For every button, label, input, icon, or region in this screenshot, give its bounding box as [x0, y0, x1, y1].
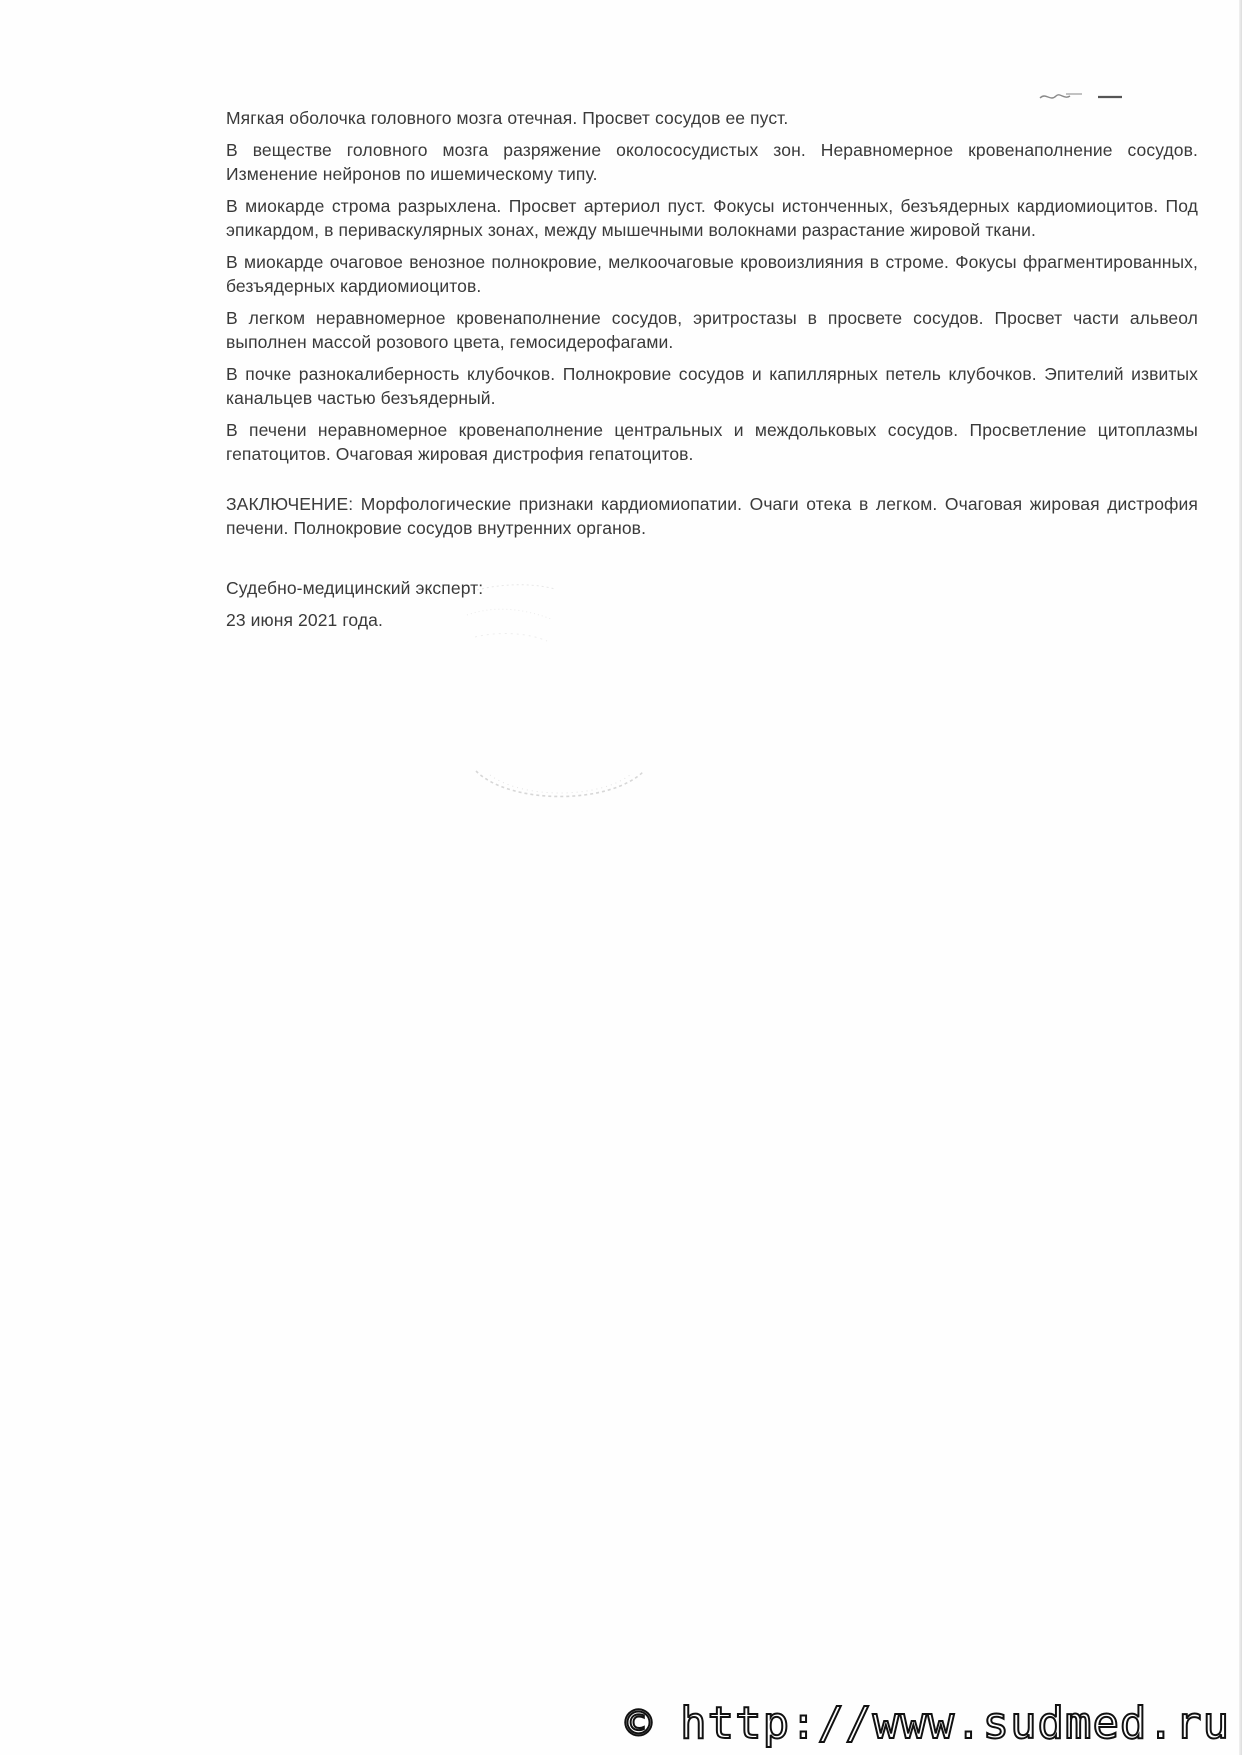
- paragraph-liver: В печени неравномерное кровенаполнение центральных и междольковых сосудов. Просветление цитоплазмы гепатоцитов. Очаговая жировая дистрофия гепатоцитов.: [226, 420, 1198, 464]
- paragraph-lung: В легком неравномерное кровенаполнение сосудов, эритростазы в просвете сосудов. Просвет части альвеол выполнен массой розового цвета, гемосидерофагами.: [226, 308, 1198, 352]
- paragraph-myocardium-stroma: В миокарде строма разрыхлена. Просвет артериол пуст. Фокусы истонченных, безъядерных кардиомиоцитов. Под эпикардом, в периваскулярных зонах, между мышечными волокнами разрастание жировой ткани.: [226, 196, 1198, 240]
- paragraph-kidney: В почке разнокалиберность клубочков. Полнокровие сосудов и капиллярных петель клубочков. Эпителий извитых канальцев частью безъядерный.: [226, 364, 1198, 408]
- document-body: [226, 106, 1198, 640]
- paragraph-brain-membrane: Мягкая оболочка головного мозга отечная. Просвет сосудов ее пуст.: [226, 108, 789, 128]
- handwritten-mark: [1036, 84, 1126, 108]
- paragraph-myocardium-plethora: В миокарде очаговое венозное полнокровие, мелкоочаговые кровоизлияния в строме. Фокусы фрагментированных, безъядерных кардиомиоцитов.: [226, 252, 1198, 296]
- paragraph-brain-substance: В веществе головного мозга разряжение околососудистых зон. Неравномерное кровенаполнение сосудов. Изменение нейронов по ишемическому типу.: [226, 140, 1198, 184]
- expert-signature-label: Судебно-медицинский эксперт:: [226, 578, 484, 598]
- document-date: 23 июня 2021 года.: [226, 610, 383, 630]
- conclusion: ЗАКЛЮЧЕНИЕ: Морфологические признаки кардиомиопатии. Очаги отека в легком. Очаговая жировая дистрофия печени. Полнокровие сосудов внутренних органов.: [226, 494, 1198, 538]
- faint-stamp-arc: [470, 765, 650, 810]
- faint-stamp: [455, 575, 565, 650]
- site-watermark: © http://www.sudmed.ru: [625, 1698, 1230, 1749]
